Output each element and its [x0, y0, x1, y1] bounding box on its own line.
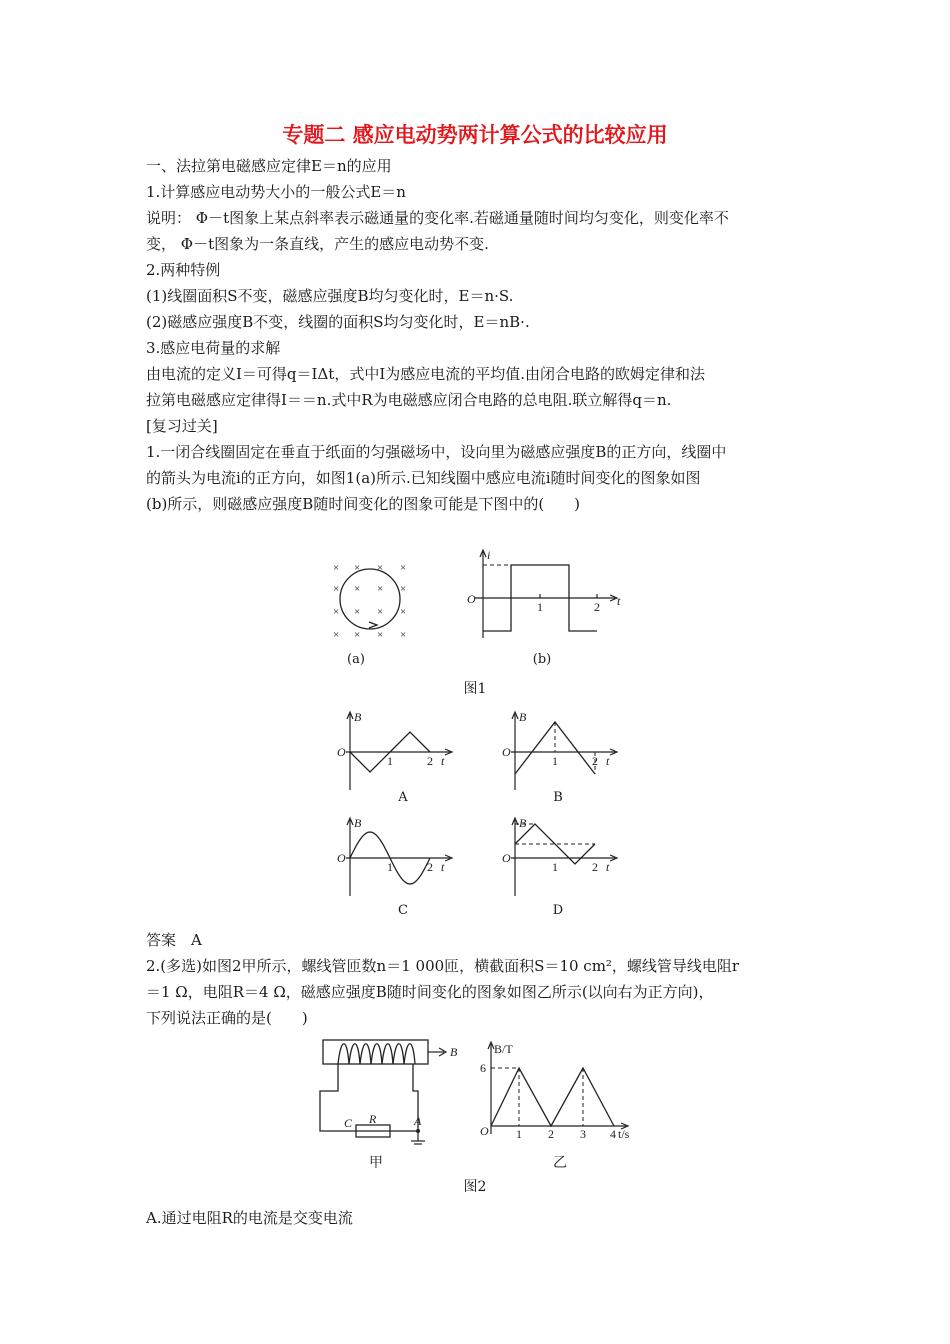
review-heading: [复习过关] — [146, 417, 218, 435]
figure-1a-caption: (a) — [347, 652, 365, 667]
option-c-label: C — [398, 903, 408, 918]
tick-label: 1 — [387, 860, 393, 874]
t-axis-label: t — [441, 754, 445, 768]
x-tick-label: 4 — [610, 1127, 616, 1141]
question-2-text: 下列说法正确的是( ) — [146, 1009, 308, 1027]
t-axis-label: t — [441, 860, 445, 874]
option-c-graph — [335, 816, 465, 901]
text-line: 拉第电磁感应定律得I＝＝n.式中R为电磁感应闭合电路的总电阻.联立解得q＝n. — [146, 391, 672, 409]
c-point-label: C — [344, 1116, 353, 1130]
field-cross-mark: × — [333, 583, 340, 595]
a-point-label: A — [414, 1114, 422, 1128]
figure-2-bt-graph — [476, 1038, 646, 1141]
field-cross-mark: × — [333, 606, 340, 618]
question-1-text: 1.一闭合线圈固定在垂直于纸面的匀强磁场中，设向里为磁感应强度B的正方向，线圈中 — [146, 443, 727, 461]
page-title: 专题二 感应电动势两计算公式的比较应用 — [282, 123, 668, 147]
b-field-label: B — [450, 1045, 458, 1059]
question-1-text: 的箭头为电流i的正方向，如图1(a)所示.已知线圈中感应电流i随时间变化的图象如图 — [146, 469, 701, 487]
question-2-text: 2.(多选)如图2甲所示，螺线管匝数n＝1 000匝，横截面积S＝10 cm²，螺线管导线电阻r — [146, 957, 740, 975]
coil-turn — [382, 1044, 393, 1064]
tick-label: 1 — [387, 754, 393, 768]
option-a-label: A — [398, 790, 408, 805]
coil-turn — [371, 1044, 382, 1064]
answer-text: 答案 A — [146, 931, 202, 949]
y-tick-label: 6 — [480, 1061, 486, 1075]
x-axis-label: t/s — [618, 1127, 630, 1141]
origin-label: O — [502, 745, 511, 759]
field-cross-mark: × — [354, 629, 361, 641]
x-tick-label: 3 — [580, 1127, 586, 1141]
figure-2-caption: 图2 — [463, 1179, 487, 1195]
i-axis-label: i — [487, 548, 491, 562]
option-d-graph — [500, 816, 630, 901]
field-cross-mark: × — [333, 562, 340, 574]
coil-turn — [404, 1044, 415, 1064]
coil-turn — [338, 1044, 349, 1064]
x-tick-label: 2 — [548, 1127, 554, 1141]
figure-1-caption: 图1 — [463, 681, 487, 697]
figure-2-solenoid-circuit — [318, 1035, 468, 1147]
option-b-graph — [500, 710, 630, 795]
tick-label: 2 — [594, 600, 600, 614]
tick-label: 1 — [552, 754, 558, 768]
tick-label: 1 — [552, 860, 558, 874]
field-cross-mark: × — [354, 562, 361, 574]
text-line: 1.计算感应电动势大小的一般公式E＝n — [146, 183, 406, 201]
b-axis-label: B — [354, 710, 362, 724]
coil-turn — [360, 1044, 371, 1064]
origin-label: O — [337, 745, 346, 759]
text-line: (2)磁感应强度B不变，线圈的面积S均匀变化时，E＝nB·. — [146, 313, 530, 331]
figure-1b-current-graph — [465, 548, 630, 640]
tick-label: 2 — [592, 860, 598, 874]
text-line: 2.两种特例 — [146, 261, 221, 279]
field-cross-mark: × — [400, 583, 407, 595]
section-heading: 一、法拉第电磁感应定律E＝n的应用 — [146, 157, 392, 175]
field-cross-mark: × — [377, 562, 384, 574]
option-a-graph — [335, 710, 465, 795]
text-line: 说明： Φ－t图象上某点斜率表示磁通量的变化率.若磁通量随时间均匀变化，则变化率不 — [146, 209, 729, 227]
origin-label: O — [337, 851, 346, 865]
b-axis-label: B — [354, 816, 362, 830]
field-cross-mark: × — [333, 629, 340, 641]
option-b-label: B — [553, 790, 563, 805]
field-cross-mark: × — [354, 583, 361, 595]
field-cross-mark: × — [400, 562, 407, 574]
option-d-label: D — [552, 903, 564, 918]
field-cross-mark: × — [400, 629, 407, 641]
t-axis-label: t — [617, 594, 621, 608]
origin-label: O — [480, 1124, 489, 1138]
figure-2-yi-caption: 乙 — [553, 1155, 567, 1171]
y-axis-label: B/T — [494, 1042, 513, 1056]
text-line: (1)线圈面积S不变，磁感应强度B均匀变化时，E＝n·S. — [146, 287, 514, 305]
question-2-text: ＝1 Ω，电阻R＝4 Ω，磁感应强度B随时间变化的图象如图乙所示(以向右为正方向)， — [146, 983, 714, 1001]
b-axis-label: B — [519, 710, 527, 724]
coil-turn — [349, 1044, 360, 1064]
origin-label: O — [467, 592, 476, 606]
field-cross-mark: × — [377, 629, 384, 641]
figure-1a-coil-diagram — [325, 555, 415, 645]
field-cross-mark: × — [377, 606, 384, 618]
tick-label: 2 — [427, 860, 433, 874]
resistor-label: R — [369, 1112, 377, 1126]
option-a-text: A.通过电阻R的电流是交变电流 — [146, 1209, 353, 1227]
coil-turn — [393, 1044, 404, 1064]
text-line: 变， Φ－t图象为一条直线，产生的感应电动势不变. — [146, 235, 489, 253]
question-1-text: (b)所示，则磁感应强度B随时间变化的图象可能是下图中的( ) — [146, 495, 581, 513]
text-line: 3.感应电荷量的求解 — [146, 339, 281, 357]
tick-label: 1 — [537, 600, 543, 614]
t-axis-label: t — [606, 860, 610, 874]
origin-label: O — [502, 851, 511, 865]
field-cross-mark: × — [377, 583, 384, 595]
figure-2-jia-caption: 甲 — [369, 1155, 383, 1171]
figure-1b-caption: (b) — [532, 652, 552, 667]
b-axis-label: B — [519, 816, 527, 830]
tick-label: 2 — [427, 754, 433, 768]
x-tick-label: 1 — [516, 1127, 522, 1141]
text-line: 由电流的定义I＝可得q＝IΔt，式中I为感应电流的平均值.由闭合电路的欧姆定律和法 — [146, 365, 706, 383]
field-cross-mark: × — [354, 606, 361, 618]
tick-label: 2 — [592, 754, 598, 768]
field-cross-mark: × — [400, 606, 407, 618]
t-axis-label: t — [606, 754, 610, 768]
